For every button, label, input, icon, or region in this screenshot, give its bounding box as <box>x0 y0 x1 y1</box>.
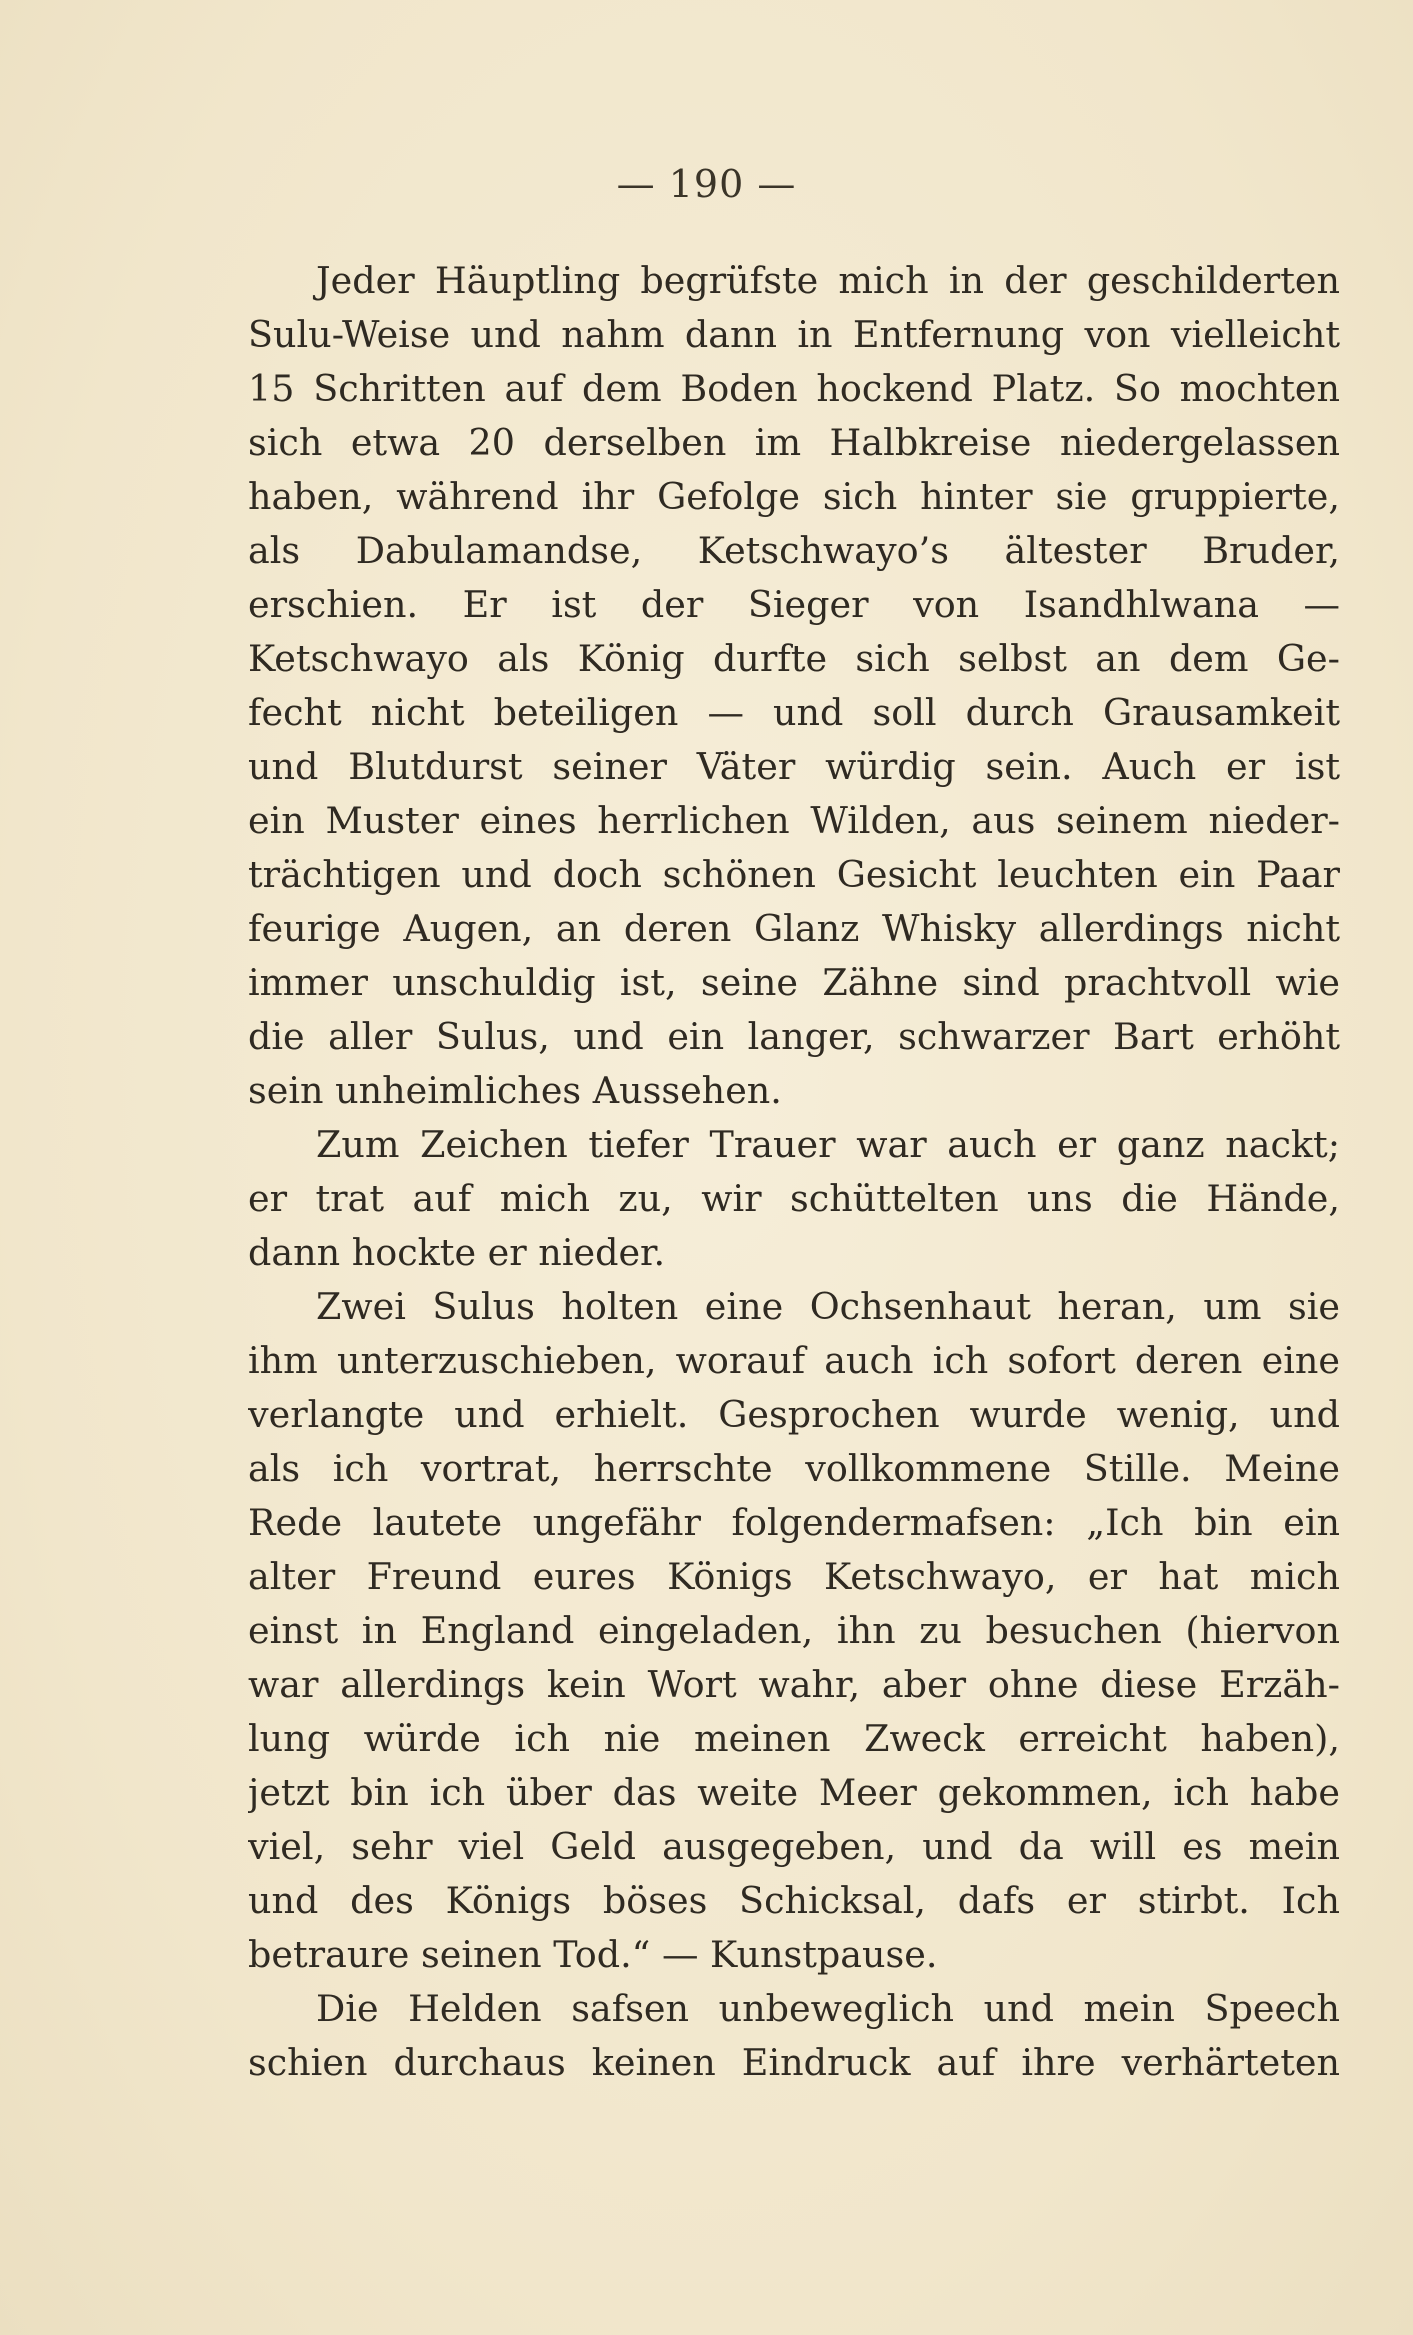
text-line: schien durchaus keinen Eindruck auf ihre verhärteten <box>248 2041 1340 2084</box>
text-line: dann hockte er nieder. <box>248 1231 666 1274</box>
text-line: Ketschwayo als König durfte sich selbst an dem Ge- <box>248 637 1340 680</box>
text-line: 15 Schritten auf dem Boden hockend Platz. So mochten <box>248 367 1340 410</box>
text-line: fecht nicht beteiligen — und soll durch Grausamkeit <box>248 691 1340 734</box>
text-line: Die Helden safsen unbeweglich und mein Speech <box>316 1987 1340 2030</box>
text-line: jetzt bin ich über das weite Meer gekommen, ich habe <box>248 1771 1340 1814</box>
text-line: alter Freund eures Königs Ketschwayo, er hat mich <box>248 1555 1340 1598</box>
text-line: Zum Zeichen tiefer Trauer war auch er ganz nackt; <box>316 1123 1340 1166</box>
text-line: viel, sehr viel Geld ausgegeben, und da will es mein <box>248 1825 1340 1868</box>
text-line: die aller Sulus, und ein langer, schwarzer Bart erhöht <box>248 1015 1340 1058</box>
text-line: als ich vortrat, herrschte vollkommene Stille. Meine <box>248 1447 1340 1490</box>
text-line: und des Königs böses Schicksal, dafs er stirbt. Ich <box>248 1879 1340 1922</box>
body-text <box>248 254 1340 2090</box>
text-line: betraure seinen Tod.“ — Kunstpause. <box>248 1933 938 1976</box>
page-number: — 190 — <box>616 162 797 206</box>
text-line: sein unheimliches Aussehen. <box>248 1069 782 1112</box>
text-line: erschien. Er ist der Sieger von Isandhlwana — <box>248 583 1340 626</box>
text-line: als Dabulamandse, Ketschwayo’s ältester Bruder, <box>248 529 1340 572</box>
text-line: ihm unterzuschieben, worauf auch ich sofort deren eine <box>248 1339 1340 1382</box>
text-line: feurige Augen, an deren Glanz Whisky allerdings nicht <box>248 907 1340 950</box>
text-line: er trat auf mich zu, wir schüttelten uns die Hände, <box>248 1177 1340 1220</box>
text-line: war allerdings kein Wort wahr, aber ohne diese Erzäh- <box>248 1663 1340 1706</box>
text-line: Jeder Häuptling begrüfste mich in der geschilderten <box>316 259 1340 302</box>
text-line: verlangte und erhielt. Gesprochen wurde wenig, und <box>248 1393 1340 1436</box>
text-line: einst in England eingeladen, ihn zu besuchen (hiervon <box>248 1609 1340 1652</box>
text-line: Rede lautete ungefähr folgendermafsen: „Ich bin ein <box>248 1501 1340 1544</box>
text-line: Sulu-Weise und nahm dann in Entfernung von vielleicht <box>248 313 1340 356</box>
text-line: haben, während ihr Gefolge sich hinter sie gruppierte, <box>248 475 1340 518</box>
text-line: immer unschuldig ist, seine Zähne sind prachtvoll wie <box>248 961 1340 1004</box>
text-line: Zwei Sulus holten eine Ochsenhaut heran, um sie <box>316 1285 1340 1328</box>
text-line: ein Muster eines herrlichen Wilden, aus seinem nieder- <box>248 799 1340 842</box>
text-line: und Blutdurst seiner Väter würdig sein. Auch er ist <box>248 745 1340 788</box>
text-line: trächtigen und doch schönen Gesicht leuchten ein Paar <box>248 853 1340 896</box>
text-line: sich etwa 20 derselben im Halbkreise niedergelassen <box>248 421 1340 464</box>
text-line: lung würde ich nie meinen Zweck erreicht haben), <box>248 1717 1340 1760</box>
